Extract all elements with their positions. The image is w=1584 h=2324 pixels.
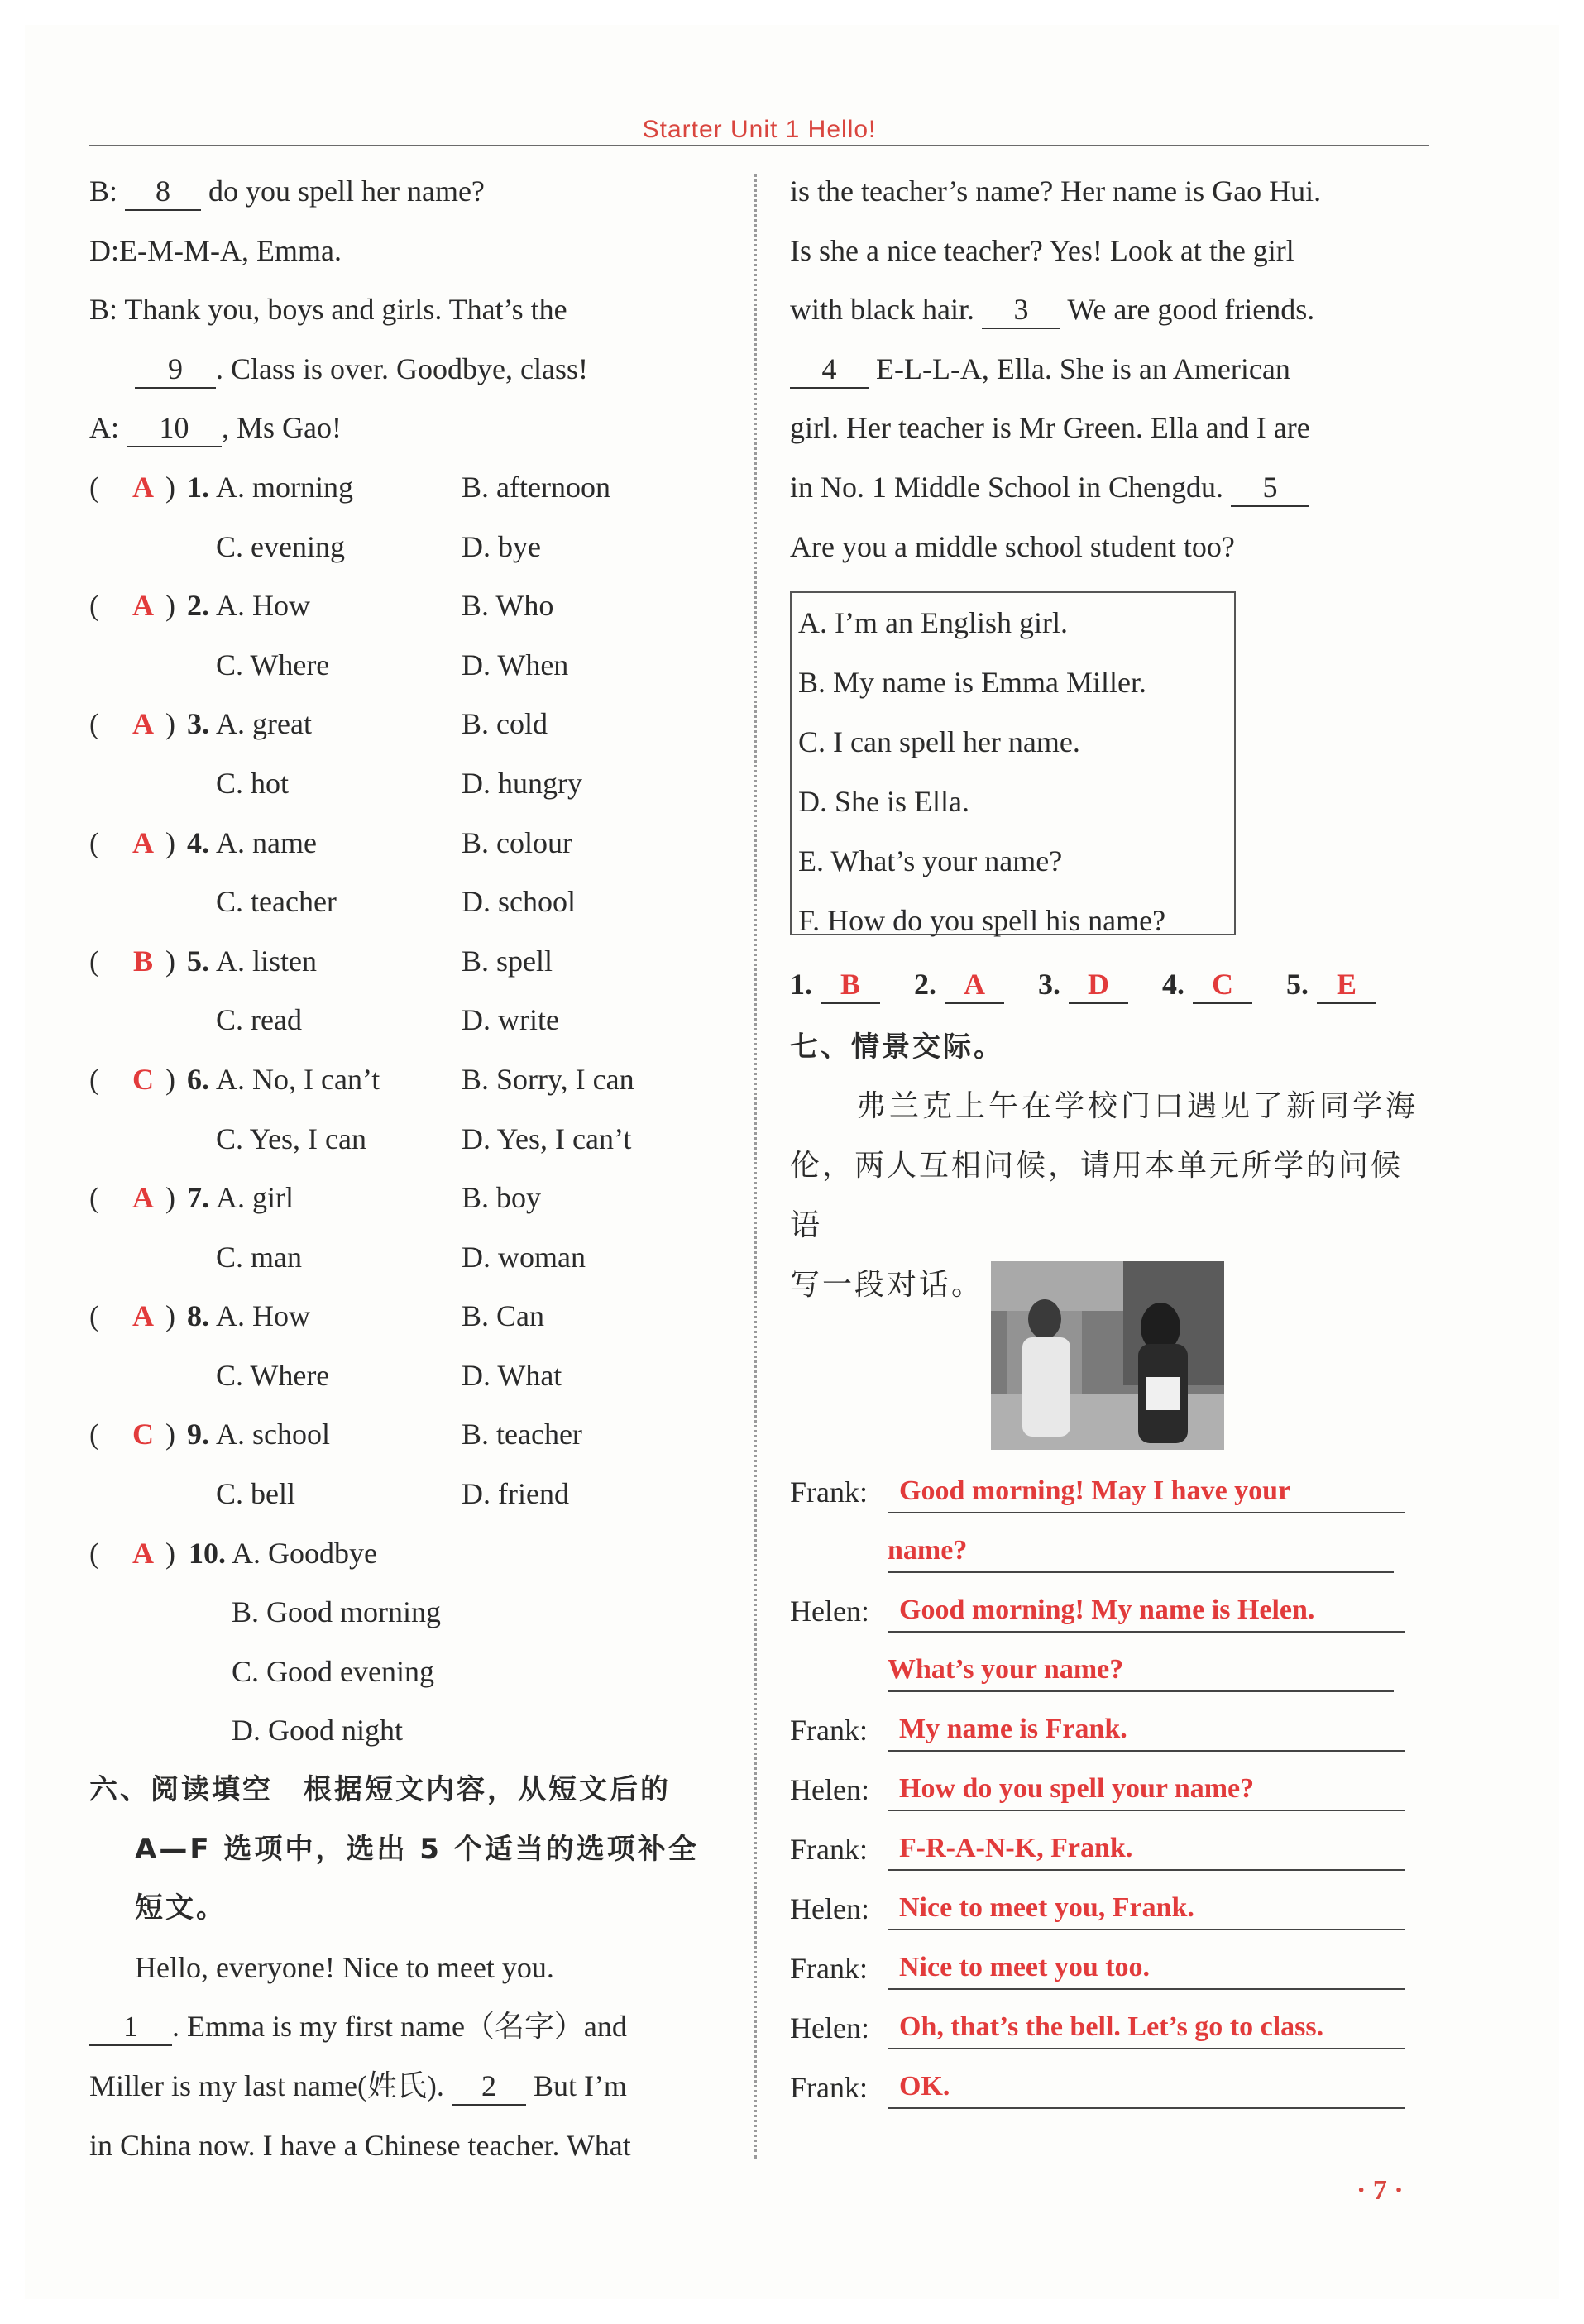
option-a: A. No, I can’t bbox=[216, 1062, 380, 1096]
option-b: B. afternoon bbox=[462, 470, 610, 504]
speaker-label: Helen: bbox=[790, 2011, 869, 2044]
answer-mark[interactable]: A bbox=[132, 470, 154, 504]
blank-10[interactable]: 10 bbox=[127, 411, 222, 447]
page-header: Starter Unit 1 Hello! bbox=[642, 116, 877, 143]
option-a: A. name bbox=[216, 825, 317, 859]
option-b: B. colour bbox=[462, 825, 572, 859]
answer-paren: ) bbox=[165, 944, 175, 978]
answer-mark[interactable]: A bbox=[132, 1299, 154, 1333]
dialog-line bbox=[790, 1462, 1431, 1522]
options-box bbox=[790, 591, 1236, 935]
answer-mark[interactable]: A bbox=[132, 825, 154, 859]
answer-mark[interactable]: A bbox=[132, 589, 154, 623]
answer-mark[interactable]: A bbox=[132, 707, 154, 741]
blank-9[interactable]: 9 bbox=[135, 352, 216, 389]
speaker-label: Helen: bbox=[790, 1595, 869, 1628]
section-6-title: 六、阅读填空 根据短文内容，从短文后的 bbox=[89, 1773, 671, 1807]
answer-item bbox=[1286, 959, 1376, 1009]
question-8 bbox=[89, 1287, 726, 1346]
option-a: A. Goodbye bbox=[232, 1536, 377, 1570]
photo-illustration bbox=[991, 1261, 1224, 1450]
option-c: C. evening bbox=[216, 529, 345, 563]
passage-text: . Emma is my first name（名字）and bbox=[172, 2010, 627, 2044]
question-number: 10. bbox=[189, 1536, 226, 1570]
question-9-options-cd bbox=[89, 1465, 726, 1524]
option-d: D. hungry bbox=[462, 766, 582, 800]
answer-paren: ) bbox=[165, 707, 175, 741]
option-d: D. woman bbox=[462, 1240, 586, 1274]
option-b: B. boy bbox=[462, 1181, 542, 1215]
question-4-options-cd bbox=[89, 873, 726, 932]
section-7-desc: 伦，两人互相问候，请用本单元所学的问候语 bbox=[790, 1149, 1404, 1242]
dialog-line-b2-cont bbox=[89, 340, 726, 399]
passage-text: with black hair. bbox=[790, 293, 974, 327]
passage-line bbox=[790, 340, 1431, 399]
answer-mark[interactable]: C bbox=[132, 1418, 154, 1451]
speaker-label: B: bbox=[89, 175, 118, 208]
option-b: B. Sorry, I can bbox=[462, 1062, 634, 1096]
passage-text: But I’m bbox=[533, 2069, 627, 2102]
dialog-answer[interactable]: How do you spell your name? bbox=[888, 1768, 1405, 1811]
option-a: A. How bbox=[216, 1299, 310, 1333]
blank-5[interactable]: 5 bbox=[1231, 471, 1309, 507]
option-c: C. Yes, I can bbox=[216, 1121, 367, 1155]
answer-paren: ) bbox=[165, 589, 175, 623]
answer-paren: ) bbox=[165, 1062, 175, 1096]
passage-text: Miller is my last name(姓氏). bbox=[89, 2069, 444, 2102]
blank-1[interactable]: 1 bbox=[89, 2010, 172, 2046]
dialog-line bbox=[790, 1820, 1431, 1879]
dialog-answer[interactable]: Good morning! May I have your bbox=[888, 1470, 1405, 1513]
answer-blank[interactable]: A bbox=[945, 966, 1004, 1004]
answer-row bbox=[790, 959, 1435, 1009]
option-c: C. teacher bbox=[216, 885, 337, 919]
school-photo bbox=[991, 1261, 1224, 1450]
dialog-answer[interactable]: My name is Frank. bbox=[888, 1709, 1405, 1752]
left-column bbox=[89, 162, 726, 2175]
answer-paren: ) bbox=[165, 1418, 175, 1451]
blank-3[interactable]: 3 bbox=[982, 293, 1060, 329]
question-number: 3. bbox=[187, 707, 209, 741]
option-d: D. write bbox=[462, 1003, 559, 1037]
option-a: A. I’m an English girl. bbox=[798, 606, 1068, 639]
question-4 bbox=[89, 814, 726, 873]
passage-line: Hello, everyone! Nice to meet you. bbox=[135, 1950, 554, 1984]
answer-number: 2. bbox=[914, 968, 936, 1001]
question-list bbox=[89, 458, 726, 1524]
dialog-answer[interactable]: Nice to meet you too. bbox=[888, 1947, 1405, 1990]
dialog-line bbox=[790, 1998, 1431, 2058]
passage-text: We are good friends. bbox=[1067, 293, 1315, 327]
dialog-line-cont bbox=[790, 1641, 1431, 1700]
dialog-answer[interactable]: What’s your name? bbox=[888, 1649, 1394, 1692]
dialog-line bbox=[790, 1760, 1431, 1820]
right-column bbox=[790, 162, 1431, 576]
question-5-options-cd bbox=[89, 991, 726, 1050]
answer-paren: ) bbox=[165, 1536, 175, 1570]
answer-mark[interactable]: B bbox=[132, 944, 153, 978]
passage-line bbox=[790, 280, 1431, 340]
passage-line bbox=[790, 458, 1431, 518]
question-8-options-cd bbox=[89, 1346, 726, 1406]
question-9 bbox=[89, 1405, 726, 1465]
option-d: D. friend bbox=[462, 1477, 569, 1511]
dialog-text: do you spell her name? bbox=[201, 175, 485, 208]
option-d: D. When bbox=[462, 648, 569, 681]
passage-line: Is she a nice teacher? Yes! Look at the girl bbox=[790, 233, 1294, 267]
answer-item bbox=[1038, 959, 1128, 1009]
speaker-label: Frank: bbox=[790, 1475, 868, 1509]
speaker-label: Helen: bbox=[790, 1892, 869, 1925]
option-d: D. school bbox=[462, 885, 576, 919]
section-6-title-cont: A—F 选项中，选出 5 个适当的选项补全 bbox=[135, 1832, 699, 1866]
option-a: A. How bbox=[216, 589, 310, 623]
question-2-options-cd bbox=[89, 636, 726, 696]
option-d: D. What bbox=[462, 1358, 562, 1392]
answer-blank[interactable]: C bbox=[1193, 966, 1252, 1004]
answer-blank[interactable]: D bbox=[1069, 966, 1128, 1004]
dialog-answer[interactable]: Oh, that’s the bell. Let’s go to class. bbox=[888, 2006, 1405, 2049]
option-a: A. listen bbox=[216, 944, 317, 978]
passage-text: in No. 1 Middle School in Chengdu. bbox=[790, 470, 1223, 504]
option-a: A. great bbox=[216, 707, 312, 741]
blank-8[interactable]: 8 bbox=[125, 175, 201, 211]
dialog-answer[interactable]: F-R-A-N-K, Frank. bbox=[888, 1828, 1405, 1871]
passage-line: is the teacher’s name? Her name is Gao Hui. bbox=[790, 175, 1322, 208]
answer-paren: ( bbox=[89, 825, 99, 859]
option-c: C. bell bbox=[216, 1477, 295, 1511]
speaker-label: Frank: bbox=[790, 1952, 868, 1985]
option-a: A. school bbox=[216, 1418, 330, 1451]
answer-paren: ) bbox=[165, 470, 175, 504]
section-7-desc: 弗兰克上午在学校门口遇见了新同学海 bbox=[856, 1089, 1419, 1123]
section-6-title-cont2: 短文。 bbox=[135, 1891, 227, 1925]
dialog-answer[interactable]: Nice to meet you, Frank. bbox=[888, 1887, 1405, 1930]
speaker-label: Frank: bbox=[790, 2071, 868, 2104]
column-divider bbox=[754, 174, 757, 2159]
dialog-line bbox=[790, 1879, 1431, 1939]
answer-blank[interactable]: B bbox=[821, 966, 880, 1004]
option-b: B. Can bbox=[462, 1299, 545, 1333]
passage-text: E-L-L-A, Ella. She is an American bbox=[876, 351, 1290, 385]
answer-item bbox=[790, 959, 880, 1009]
dialog-answer[interactable]: name? bbox=[888, 1530, 1394, 1573]
dialog-line-b bbox=[89, 162, 726, 222]
answer-paren: ) bbox=[165, 825, 175, 859]
passage-line: in China now. I have a Chinese teacher. What bbox=[89, 2128, 631, 2162]
passage-line bbox=[89, 1997, 726, 2057]
option-d: D. She is Ella. bbox=[798, 785, 969, 818]
speaker-label: Frank: bbox=[790, 1714, 868, 1747]
answer-paren: ( bbox=[89, 470, 99, 504]
passage-line: Are you a middle school student too? bbox=[790, 529, 1235, 563]
answer-item bbox=[1162, 959, 1252, 1009]
option-c: C. Good evening bbox=[232, 1654, 434, 1688]
answer-paren: ( bbox=[89, 707, 99, 741]
answer-paren: ( bbox=[89, 944, 99, 978]
answer-number: 3. bbox=[1038, 968, 1060, 1001]
question-number: 9. bbox=[187, 1418, 209, 1451]
option-c: C. man bbox=[216, 1240, 302, 1274]
question-7-options-cd bbox=[89, 1228, 726, 1288]
answer-paren: ( bbox=[89, 1181, 99, 1215]
question-6-options-cd bbox=[89, 1110, 726, 1169]
dialog-line-d: D:E-M-M-A, Emma. bbox=[89, 233, 342, 267]
speaker-label: A: bbox=[89, 411, 119, 445]
dialog-line bbox=[790, 1939, 1431, 1998]
question-number: 8. bbox=[187, 1299, 209, 1333]
section-7-desc: 写一段对话。 bbox=[790, 1268, 984, 1302]
answer-item bbox=[914, 959, 1004, 1009]
option-c: C. I can spell her name. bbox=[798, 725, 1080, 758]
dialog-answer[interactable]: OK. bbox=[888, 2066, 1405, 2109]
answer-paren: ( bbox=[89, 589, 99, 623]
option-d: D. Yes, I can’t bbox=[462, 1121, 632, 1155]
question-number: 2. bbox=[187, 589, 209, 623]
question-1 bbox=[89, 458, 726, 518]
dialog-line-cont bbox=[790, 1522, 1431, 1581]
answer-paren: ( bbox=[89, 1536, 99, 1570]
answer-paren: ( bbox=[89, 1062, 99, 1096]
question-number: 6. bbox=[187, 1062, 209, 1096]
answer-paren: ( bbox=[89, 1299, 99, 1333]
option-c: C. read bbox=[216, 1003, 302, 1037]
answer-number: 1. bbox=[790, 968, 812, 1001]
blank-2[interactable]: 2 bbox=[452, 2069, 526, 2106]
option-b: B. spell bbox=[462, 944, 553, 978]
question-number: 4. bbox=[187, 825, 209, 859]
option-d: D. bye bbox=[462, 529, 541, 563]
speaker-label: Frank: bbox=[790, 1833, 868, 1866]
question-1-options-cd bbox=[89, 518, 726, 577]
option-b: B. Who bbox=[462, 589, 554, 623]
question-6 bbox=[89, 1050, 726, 1110]
question-number: 7. bbox=[187, 1181, 209, 1215]
option-b: B. teacher bbox=[462, 1418, 582, 1451]
dialog-line-a bbox=[89, 399, 726, 458]
answer-mark[interactable]: C bbox=[132, 1062, 154, 1096]
dialog-text: . Class is over. Goodbye, class! bbox=[216, 351, 588, 385]
dialog-answer[interactable]: Good morning! My name is Helen. bbox=[888, 1590, 1405, 1633]
answer-blank[interactable]: E bbox=[1317, 966, 1376, 1004]
answer-mark[interactable]: A bbox=[132, 1181, 154, 1215]
answer-paren: ( bbox=[89, 1418, 99, 1451]
option-b: B. My name is Emma Miller. bbox=[798, 666, 1146, 699]
question-3-options-cd bbox=[89, 754, 726, 814]
option-c: C. Where bbox=[216, 648, 330, 681]
passage-line: girl. Her teacher is Mr Green. Ella and I are bbox=[790, 411, 1310, 445]
answer-number: 4. bbox=[1162, 968, 1184, 1001]
answer-paren: ) bbox=[165, 1181, 175, 1215]
dialog-line bbox=[790, 2058, 1431, 2117]
option-a: A. morning bbox=[216, 470, 353, 504]
option-b: B. Good morning bbox=[232, 1595, 442, 1629]
option-a: A. girl bbox=[216, 1181, 294, 1215]
blank-4[interactable]: 4 bbox=[790, 352, 869, 389]
answer-number: 5. bbox=[1286, 968, 1309, 1001]
section-7-title: 七、情景交际。 bbox=[790, 1030, 1004, 1064]
question-10 bbox=[89, 1524, 726, 1584]
header-rule bbox=[89, 145, 1429, 146]
option-b: B. cold bbox=[462, 707, 548, 741]
question-7 bbox=[89, 1169, 726, 1228]
option-d: D. Good night bbox=[232, 1714, 403, 1748]
speaker-label: Helen: bbox=[790, 1773, 869, 1806]
option-e: E. What’s your name? bbox=[798, 844, 1063, 877]
answer-paren: ) bbox=[165, 1299, 175, 1333]
question-3 bbox=[89, 695, 726, 754]
passage-line bbox=[89, 2057, 726, 2116]
question-number: 1. bbox=[187, 470, 209, 504]
option-f: F. How do you spell his name? bbox=[798, 904, 1166, 937]
page-number: · 7 · bbox=[1357, 2175, 1404, 2206]
question-number: 5. bbox=[187, 944, 209, 978]
option-c: C. hot bbox=[216, 766, 290, 800]
dialog-line-b2: B: Thank you, boys and girls. That’s the bbox=[89, 293, 567, 327]
dialog-line bbox=[790, 1700, 1431, 1760]
answer-mark[interactable]: A bbox=[132, 1536, 154, 1570]
dialog-text: , Ms Gao! bbox=[222, 411, 342, 445]
dialog-line bbox=[790, 1581, 1431, 1641]
option-c: C. Where bbox=[216, 1358, 330, 1392]
question-2 bbox=[89, 576, 726, 636]
question-5 bbox=[89, 932, 726, 992]
